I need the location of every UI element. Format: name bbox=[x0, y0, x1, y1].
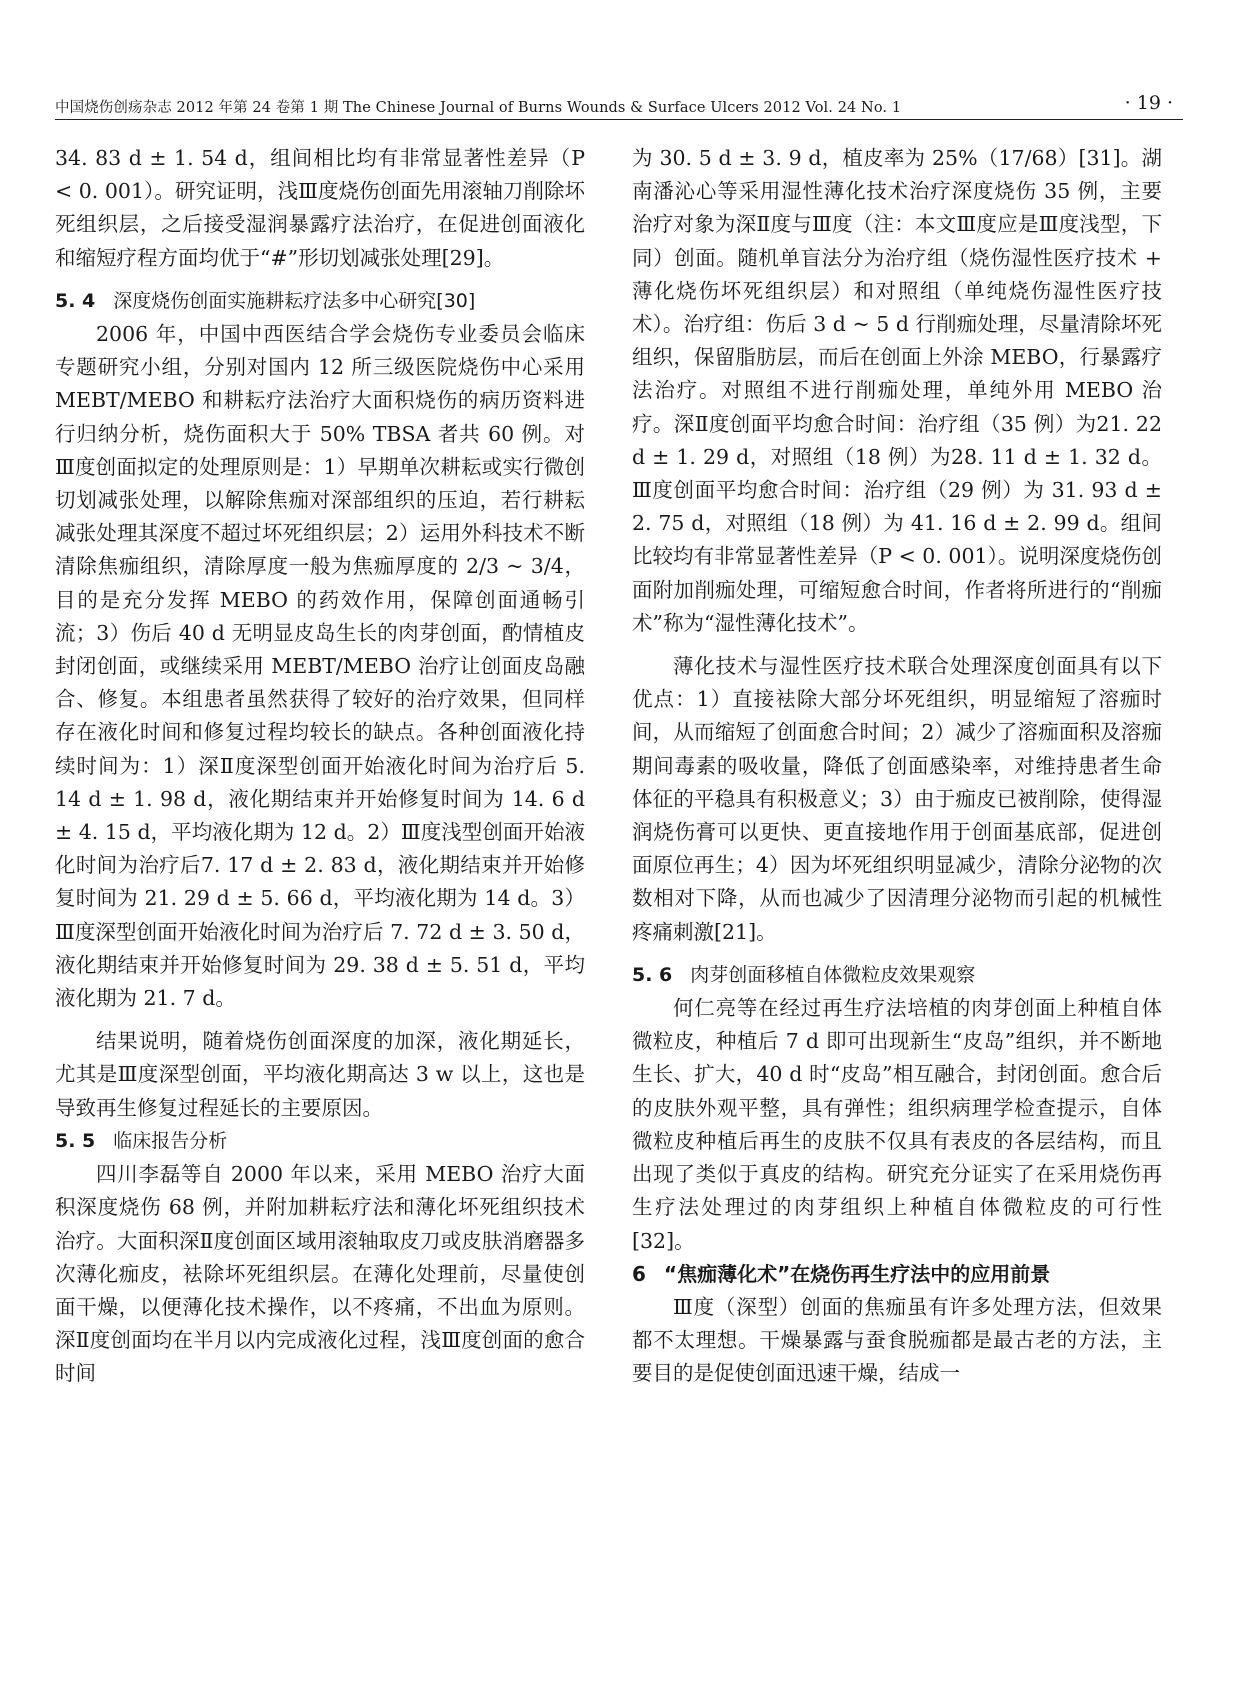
section-heading-6 bbox=[632, 1258, 1162, 1291]
running-header bbox=[55, 88, 1183, 122]
paragraph: 四川李磊等自 2000 年以来，采用 MEBO 治疗大面积深度烧伤 68 例，并附加耕耘疗法和薄化坏死组织技术治疗。大面积深Ⅱ度创面区域用滚轴取皮刀或皮肤消磨器多次薄化痂皮，袪除坏死组织层。在薄化处理前，尽量使创面干燥，以便薄化技术操作，以不疼痛，不出血为原则。深Ⅱ度创面均在半月以内完成液化过程，浅Ⅲ度创面的愈合时间 bbox=[55, 1162, 585, 1386]
section-title: 临床报告分析 bbox=[113, 1129, 228, 1152]
section-title: 肉芽创面移植自体微粒皮效果观察 bbox=[690, 963, 976, 986]
section-title: “焦痂薄化术”在烧伤再生疗法中的应用前景 bbox=[663, 1261, 1051, 1286]
left-column bbox=[55, 142, 585, 1391]
section-number: 5. 4 bbox=[55, 289, 96, 312]
paragraph: 结果说明，随着烧伤创面深度的加深，液化期延长，尤其是Ⅲ度深型创面，平均液化期高达 3 w 以上，这也是导致再生修复过程延长的主要原因。 bbox=[55, 1029, 585, 1120]
paragraph: 薄化技术与湿性医疗技术联合处理深度创面具有以下优点：1）直接袪除大部分坏死组织，明显缩短了溶痂时间，从而缩短了创面愈合时间；2）减少了溶痂面积及溶痂期间毒素的吸收量，降低了创面感染率，对维持患者生命体征的平稳具有积极意义；3）由于痂皮已被削除，使得湿润烧伤膏可以更快、更直接地作用于创面基底部，促进创面原位再生；4）因为坏死组织明显减少，清除分泌物的次数相对下降，从而也减少了因清理分泌物而引起的机械性疼痛刺激[21]。 bbox=[632, 654, 1162, 944]
header-rule bbox=[55, 119, 1183, 120]
right-column bbox=[632, 142, 1162, 1391]
section-heading-5-4 bbox=[55, 285, 585, 318]
journal-citation: 中国烧伤创疡杂志 2012 年第 24 卷第 1 期 The Chinese Journal of Burns Wounds & Surface Ulcers 2012 Vol. 24 No. 1 bbox=[55, 100, 902, 116]
paragraph: Ⅲ度（深型）创面的焦痂虽有许多处理方法，但效果都不太理想。干燥暴露与蚕食脱痂都是最古老的方法，主要目的是促使创面迅速干燥，结成一 bbox=[632, 1294, 1162, 1386]
section-title: 深度烧伤创面实施耕耘疗法多中心研究[30] bbox=[113, 289, 476, 312]
section-number: 5. 5 bbox=[55, 1129, 96, 1152]
section-heading-5-6 bbox=[632, 959, 1162, 992]
page-number: · 19 · bbox=[1124, 92, 1173, 114]
paragraph: 2006 年，中国中西医结合学会烧伤专业委员会临床专题研究小组，分别对国内 12 所三级医院烧伤中心采用 MEBT/MEBO 和耕耘疗法治疗大面积烧伤的病历资料进行归纳分析，烧伤面积大于 50% TBSA 者共 60 例。对Ⅲ度创面拟定的处理原则是：1）早期单次耕耘或实行微创切划减张处理，以解除焦痂对深部组织的压迫，若行耕耘减张处理其深度不超过坏死组织层；2）运用外科技术不断清除焦痂组织，清除厚度一般为焦痂厚度的 2/3 ~ 3/4，目的是充分发挥 MEBO 的药效作用，保障创面通畅引流；3）伤后 40 d 无明显皮岛生长的肉芽创面，酌情植皮封闭创面，或继续采用 MEBT/MEBO 治疗让创面皮岛融合、修复。本组患者虽然获得了较好的治疗效果，但同样存在液化时间和修复过程均较长的缺点。各种创面液化持续时间为：1）深Ⅱ度深型创面开始液化时间为治疗后 5. 14 d ± 1. 98 d，液化期结束并开始修复时间为 14. 6 d ± 4. 15 d，平均液化期为 12 d。2）Ⅲ度浅型创面开始液化时间为治疗后7. 17 d ± 2. 83 d，液化期结束并开始修复时间为 21. 29 d ± 5. 66 d，平均液化期为 14 d。3）Ⅲ度深型创面开始液化时间为治疗后 7. 72 d ± 3. 50 d，液化期结束并开始修复时间为 29. 38 d ± 5. 51 d，平均液化期为 21. 7 d。 bbox=[55, 322, 585, 1011]
section-number: 6 bbox=[632, 1261, 646, 1286]
paragraph: 何仁亮等在经过再生疗法培植的肉芽创面上种植自体微粒皮，种植后 7 d 即可出现新生“皮岛”组织，并不断地生长、扩大，40 d 时“皮岛”相互融合，封闭创面。愈合后的皮肤外观平整，具有弹性；组织病理学检查提示，自体微粒皮种植后再生的皮肤不仅具有表皮的各层结构，而且出现了类似于真皮的结构。研究充分证实了在采用烧伤再生疗法处理过的肉芽组织上种植自体微粒皮的可行性[32]。 bbox=[632, 996, 1162, 1253]
section-heading-5-5 bbox=[55, 1125, 585, 1158]
paragraph: 为 30. 5 d ± 3. 9 d，植皮率为 25%（17/68）[31]。湖南潘沁心等采用湿性薄化技术治疗深度烧伤 35 例，主要治疗对象为深Ⅱ度与Ⅲ度（注：本文Ⅲ度应是Ⅲ度浅型，下同）创面。随机单盲法分为治疗组（烧伤湿性医疗技术 + 薄化烧伤坏死组织层）和对照组（单纯烧伤湿性医疗技术）。治疗组：伤后 3 d ~ 5 d 行削痂处理，尽量清除坏死组织，保留脂肪层，而后在创面上外涂 MEBO，行暴露疗法治疗。对照组不进行削痂处理，单纯外用 MEBO 治疗。深Ⅱ度创面平均愈合时间：治疗组（35 例）为21. 22 d ± 1. 29 d，对照组（18 例）为28. 11 d ± 1. 32 d。Ⅲ度创面平均愈合时间：治疗组（29 例）为 31. 93 d ± 2. 75 d，对照组（18 例）为 41. 16 d ± 2. 99 d。组间比较均有非常显著性差异（P < 0. 001）。说明深度烧伤创面附加削痂处理，可缩短愈合时间，作者将所进行的“削痂术”称为“湿性薄化技术”。 bbox=[632, 146, 1162, 635]
section-number: 5. 6 bbox=[632, 963, 673, 986]
paragraph: 34. 83 d ± 1. 54 d，组间相比均有非常显著性差异（P < 0. 001）。研究证明，浅Ⅲ度烧伤创面先用滚轴刀削除坏死组织层，之后接受湿润暴露疗法治疗，在促进创面液化和缩短疗程方面均优于“#”形切划减张处理[29]。 bbox=[55, 146, 585, 270]
